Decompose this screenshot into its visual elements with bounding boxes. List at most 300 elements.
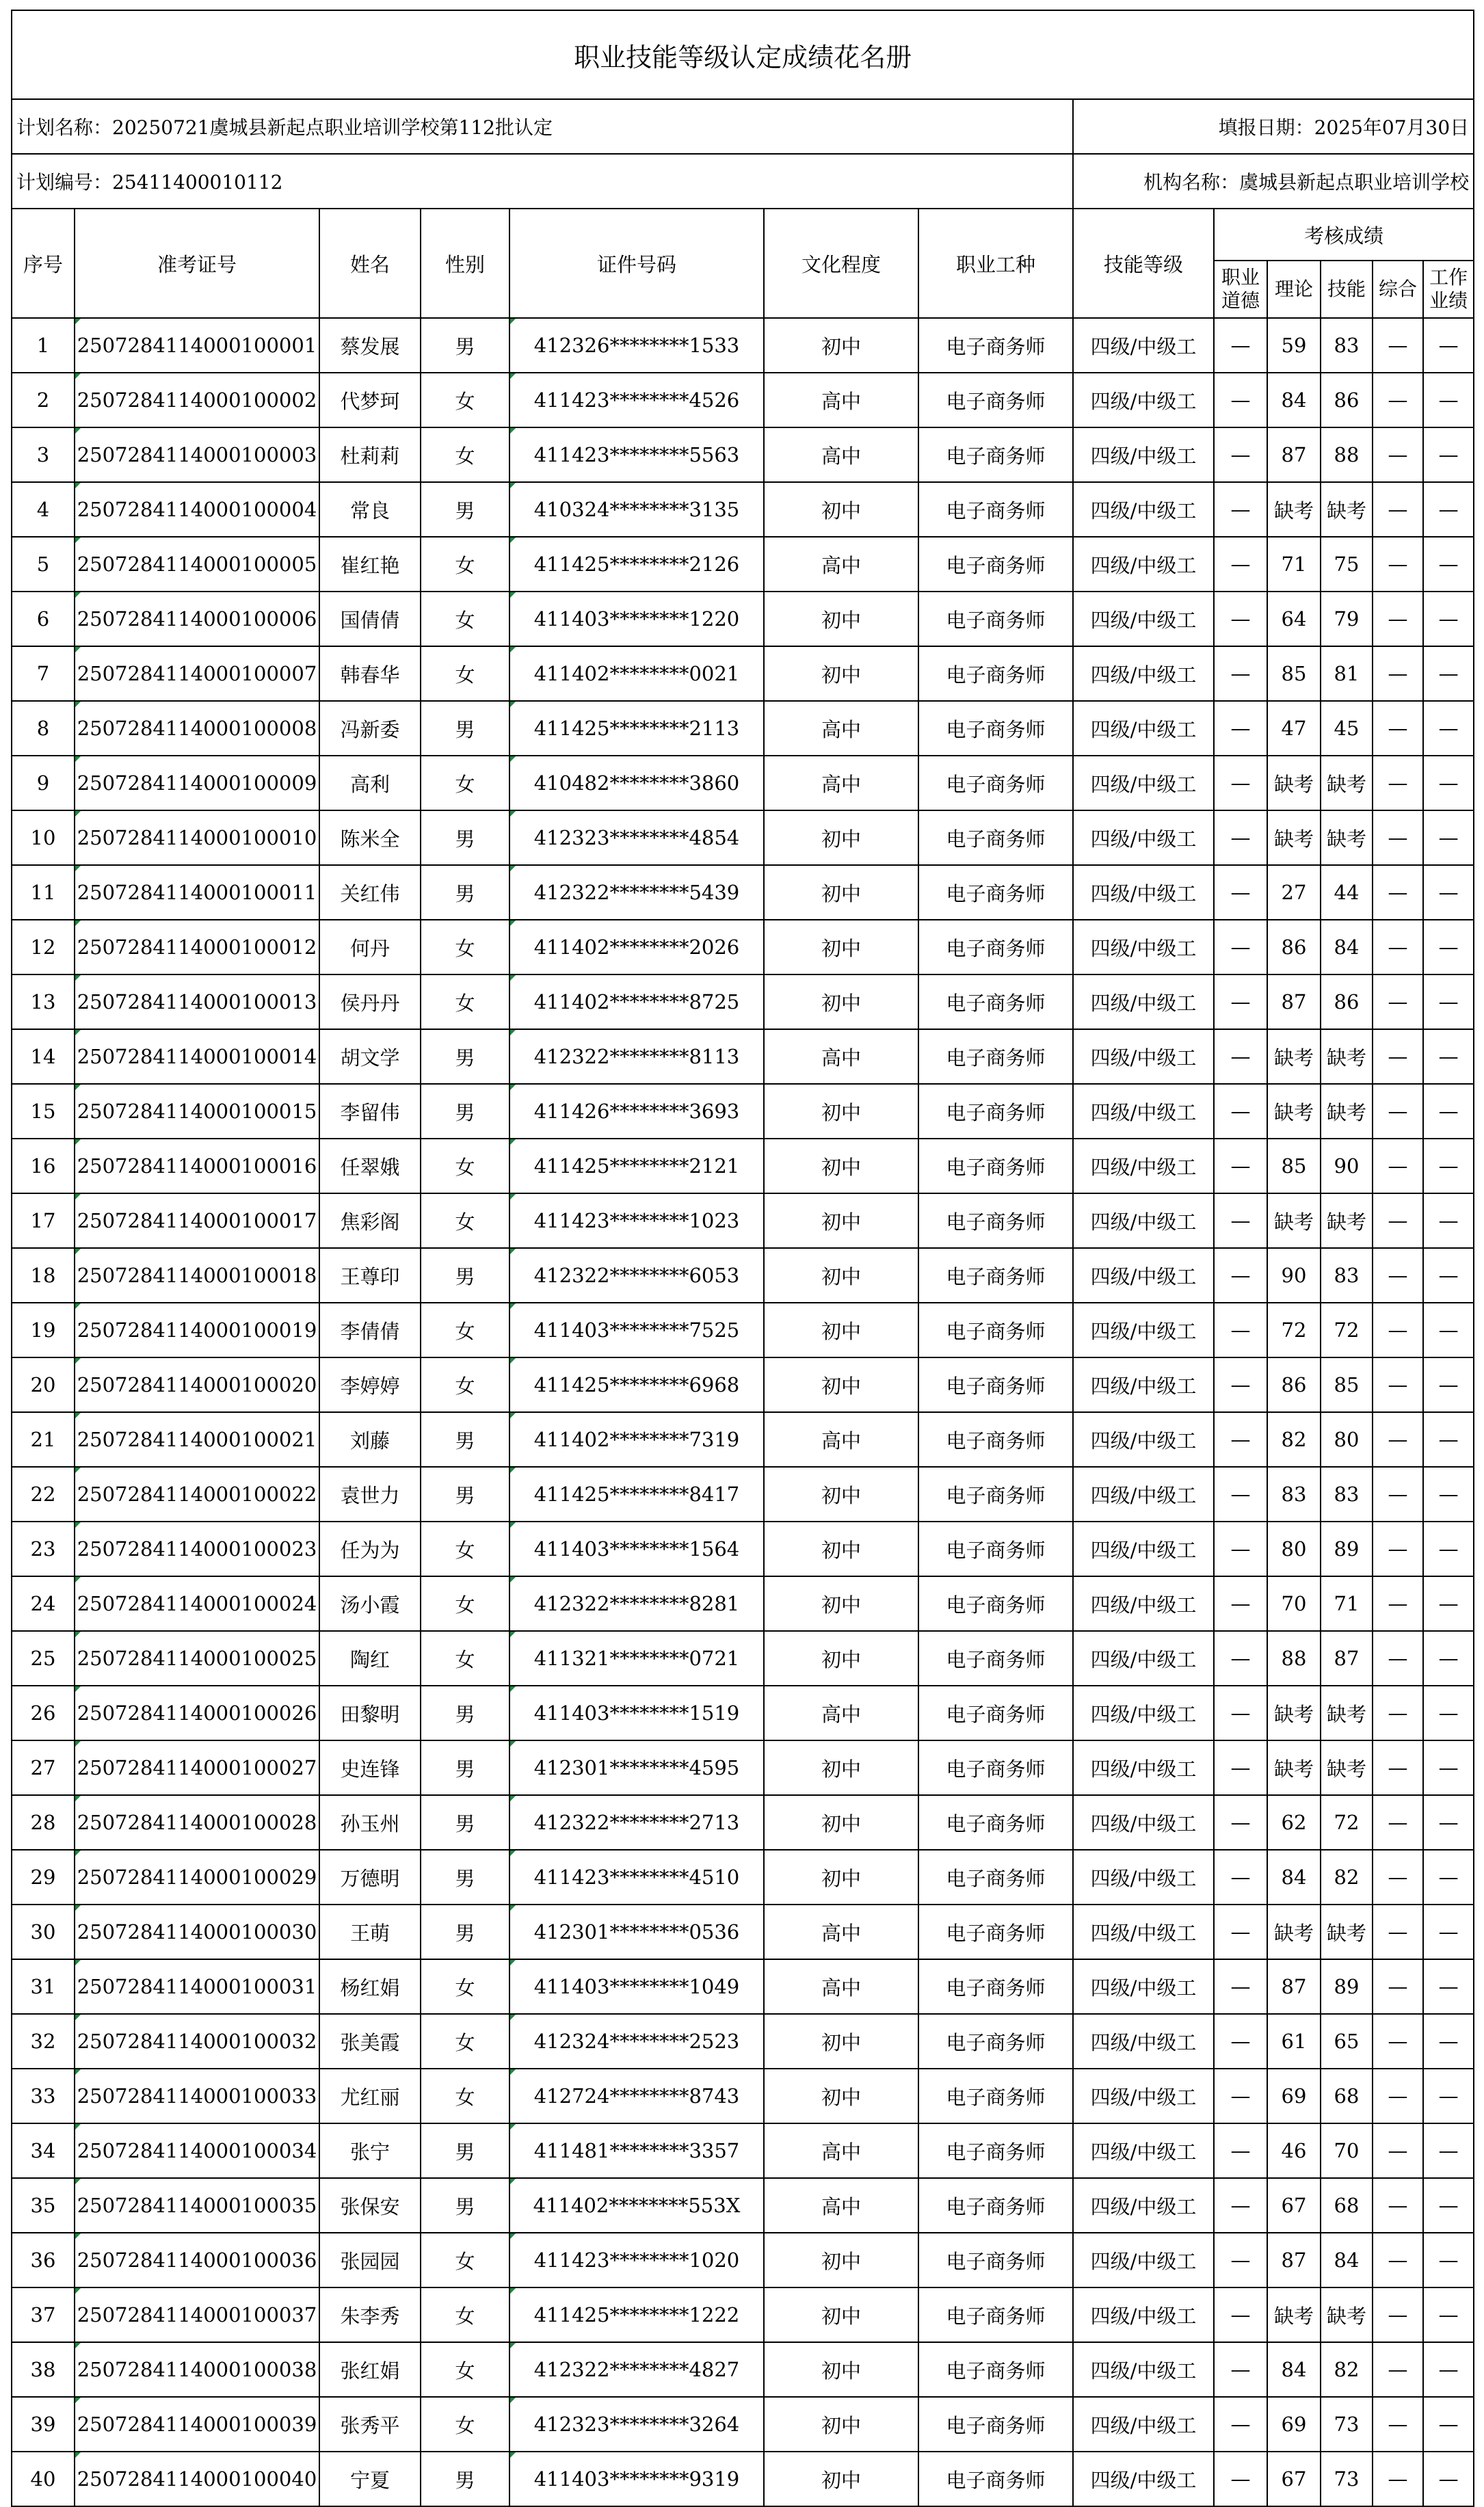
skill-level-cell: 四级/中级工 [1073, 1850, 1214, 1905]
seq-cell: 7 [12, 646, 75, 701]
education-cell: 初中 [764, 646, 918, 701]
exam-no-cell: 2507284114000100016 [75, 1139, 319, 1193]
occupation-cell: 电子商务师 [918, 1740, 1073, 1795]
education-cell: 高中 [764, 2123, 918, 2178]
table-row [12, 482, 1474, 537]
occupation-cell: 电子商务师 [918, 1522, 1073, 1576]
id-no-cell: 410482********3860 [509, 756, 764, 810]
exam-no-cell: 2507284114000100032 [75, 2014, 319, 2069]
name-cell: 杨红娟 [319, 1959, 421, 2014]
ethics-cell: — [1214, 974, 1267, 1029]
theory-cell: 84 [1267, 1850, 1321, 1905]
name-cell: 任翠娥 [319, 1139, 421, 1193]
work-cell: — [1423, 1248, 1474, 1303]
exam-no-cell: 2507284114000100003 [75, 427, 319, 482]
organization-name: 机构名称：虞城县新起点职业培训学校 [1073, 154, 1474, 209]
skill-level-cell: 四级/中级工 [1073, 2178, 1214, 2233]
gender-cell: 女 [421, 2014, 509, 2069]
skill-level-cell: 四级/中级工 [1073, 373, 1214, 427]
theory-cell: 84 [1267, 373, 1321, 427]
overall-cell: — [1373, 1850, 1423, 1905]
id-no-cell: 412323********4854 [509, 810, 764, 865]
education-cell: 初中 [764, 1193, 918, 1248]
seq-cell: 29 [12, 1850, 75, 1905]
exam-no-cell: 2507284114000100031 [75, 1959, 319, 2014]
theory-cell: 71 [1267, 537, 1321, 592]
overall-cell: — [1373, 2233, 1423, 2287]
name-cell: 张秀平 [319, 2397, 421, 2452]
gender-cell: 男 [421, 482, 509, 537]
skill-level-cell: 四级/中级工 [1073, 1905, 1214, 1959]
occupation-cell: 电子商务师 [918, 537, 1073, 592]
fill-date: 填报日期：2025年07月30日 [1073, 99, 1474, 154]
skill-level-cell: 四级/中级工 [1073, 974, 1214, 1029]
ethics-cell: — [1214, 1959, 1267, 2014]
education-cell: 初中 [764, 1576, 918, 1631]
skill-cell: 70 [1321, 2123, 1373, 2178]
work-cell: — [1423, 482, 1474, 537]
skill-cell: 68 [1321, 2069, 1373, 2123]
skill-cell: 68 [1321, 2178, 1373, 2233]
seq-cell: 34 [12, 2123, 75, 2178]
header-work-performance: 工作业绩 [1423, 261, 1474, 318]
skill-level-cell: 四级/中级工 [1073, 1139, 1214, 1193]
skill-cell: 87 [1321, 1631, 1373, 1686]
seq-cell: 27 [12, 1740, 75, 1795]
gender-cell: 男 [421, 1686, 509, 1740]
skill-level-cell: 四级/中级工 [1073, 537, 1214, 592]
name-cell: 朱李秀 [319, 2287, 421, 2342]
work-cell: — [1423, 1795, 1474, 1850]
seq-cell: 13 [12, 974, 75, 1029]
overall-cell: — [1373, 427, 1423, 482]
exam-no-cell: 2507284114000100039 [75, 2397, 319, 2452]
seq-cell: 39 [12, 2397, 75, 2452]
name-cell: 史连锋 [319, 1740, 421, 1795]
name-cell: 韩春华 [319, 646, 421, 701]
skill-cell: 88 [1321, 427, 1373, 482]
overall-cell: — [1373, 810, 1423, 865]
overall-cell: — [1373, 1740, 1423, 1795]
exam-no-cell: 2507284114000100010 [75, 810, 319, 865]
overall-cell: — [1373, 1248, 1423, 1303]
name-cell: 陶红 [319, 1631, 421, 1686]
ethics-cell: — [1214, 1303, 1267, 1357]
occupation-cell: 电子商务师 [918, 646, 1073, 701]
table-row [12, 1193, 1474, 1248]
seq-cell: 2 [12, 373, 75, 427]
education-cell: 初中 [764, 1631, 918, 1686]
gender-cell: 男 [421, 1905, 509, 1959]
page-title: 职业技能等级认定成绩花名册 [12, 10, 1474, 99]
name-cell: 何丹 [319, 920, 421, 974]
work-cell: — [1423, 1740, 1474, 1795]
theory-cell: 69 [1267, 2069, 1321, 2123]
ethics-cell: — [1214, 2178, 1267, 2233]
seq-cell: 3 [12, 427, 75, 482]
ethics-cell: — [1214, 1467, 1267, 1522]
exam-no-cell: 2507284114000100005 [75, 537, 319, 592]
name-cell: 张红娟 [319, 2342, 421, 2397]
work-cell: — [1423, 2123, 1474, 2178]
id-no-cell: 411423********1023 [509, 1193, 764, 1248]
table-row [12, 1084, 1474, 1139]
skill-cell: 73 [1321, 2397, 1373, 2452]
occupation-cell: 电子商务师 [918, 318, 1073, 373]
name-cell: 常良 [319, 482, 421, 537]
plan-name: 计划名称：20250721虞城县新起点职业培训学校第112批认定 [12, 99, 1073, 154]
education-cell: 高中 [764, 1959, 918, 2014]
table-row [12, 1850, 1474, 1905]
id-no-cell: 411403********9319 [509, 2452, 764, 2506]
exam-no-cell: 2507284114000100009 [75, 756, 319, 810]
table-row [12, 1631, 1474, 1686]
name-cell: 尤红丽 [319, 2069, 421, 2123]
name-cell: 王尊印 [319, 1248, 421, 1303]
table-row [12, 1905, 1474, 1959]
work-cell: — [1423, 1139, 1474, 1193]
table-row [12, 318, 1474, 373]
exam-no-cell: 2507284114000100037 [75, 2287, 319, 2342]
occupation-cell: 电子商务师 [918, 810, 1073, 865]
theory-cell: 87 [1267, 974, 1321, 1029]
id-no-cell: 412724********8743 [509, 2069, 764, 2123]
gender-cell: 女 [421, 2342, 509, 2397]
id-no-cell: 412323********3264 [509, 2397, 764, 2452]
exam-no-cell: 2507284114000100025 [75, 1631, 319, 1686]
overall-cell: — [1373, 2069, 1423, 2123]
work-cell: — [1423, 1193, 1474, 1248]
occupation-cell: 电子商务师 [918, 2342, 1073, 2397]
seq-cell: 11 [12, 865, 75, 920]
skill-level-cell: 四级/中级工 [1073, 1959, 1214, 2014]
overall-cell: — [1373, 2123, 1423, 2178]
theory-cell: 85 [1267, 646, 1321, 701]
education-cell: 初中 [764, 1139, 918, 1193]
skill-cell: 缺考 [1321, 1193, 1373, 1248]
skill-cell: 86 [1321, 373, 1373, 427]
occupation-cell: 电子商务师 [918, 427, 1073, 482]
work-cell: — [1423, 373, 1474, 427]
gender-cell: 男 [421, 2178, 509, 2233]
name-cell: 张保安 [319, 2178, 421, 2233]
ethics-cell: — [1214, 2452, 1267, 2506]
ethics-cell: — [1214, 2342, 1267, 2397]
occupation-cell: 电子商务师 [918, 1467, 1073, 1522]
overall-cell: — [1373, 920, 1423, 974]
skill-cell: 缺考 [1321, 1740, 1373, 1795]
id-no-cell: 411423********1020 [509, 2233, 764, 2287]
work-cell: — [1423, 1905, 1474, 1959]
ethics-cell: — [1214, 756, 1267, 810]
table-row [12, 2452, 1474, 2506]
table-row [12, 2123, 1474, 2178]
name-cell: 汤小霞 [319, 1576, 421, 1631]
theory-cell: 缺考 [1267, 2287, 1321, 2342]
table-row [12, 1686, 1474, 1740]
occupation-cell: 电子商务师 [918, 1029, 1073, 1084]
theory-cell: 84 [1267, 2342, 1321, 2397]
education-cell: 初中 [764, 2069, 918, 2123]
theory-cell: 86 [1267, 1357, 1321, 1412]
work-cell: — [1423, 920, 1474, 974]
theory-cell: 61 [1267, 2014, 1321, 2069]
education-cell: 高中 [764, 756, 918, 810]
gender-cell: 女 [421, 1576, 509, 1631]
id-no-cell: 411402********0021 [509, 646, 764, 701]
education-cell: 初中 [764, 920, 918, 974]
education-cell: 初中 [764, 1084, 918, 1139]
work-cell: — [1423, 1412, 1474, 1467]
work-cell: — [1423, 2342, 1474, 2397]
gender-cell: 女 [421, 592, 509, 646]
name-cell: 张园园 [319, 2233, 421, 2287]
skill-level-cell: 四级/中级工 [1073, 2014, 1214, 2069]
occupation-cell: 电子商务师 [918, 1631, 1073, 1686]
skill-level-cell: 四级/中级工 [1073, 2123, 1214, 2178]
seq-cell: 1 [12, 318, 75, 373]
overall-cell: — [1373, 1522, 1423, 1576]
name-cell: 张宁 [319, 2123, 421, 2178]
overall-cell: — [1373, 701, 1423, 756]
theory-cell: 缺考 [1267, 1084, 1321, 1139]
id-no-cell: 411423********5563 [509, 427, 764, 482]
score-roster-sheet [11, 10, 1473, 2507]
work-cell: — [1423, 1029, 1474, 1084]
theory-cell: 87 [1267, 427, 1321, 482]
name-cell: 蔡发展 [319, 318, 421, 373]
header-overall: 综合 [1373, 261, 1423, 318]
skill-level-cell: 四级/中级工 [1073, 1686, 1214, 1740]
overall-cell: — [1373, 1905, 1423, 1959]
theory-cell: 90 [1267, 1248, 1321, 1303]
header-scores: 考核成绩 [1214, 209, 1474, 261]
skill-cell: 44 [1321, 865, 1373, 920]
ethics-cell: — [1214, 1850, 1267, 1905]
gender-cell: 女 [421, 2233, 509, 2287]
work-cell: — [1423, 1576, 1474, 1631]
gender-cell: 男 [421, 701, 509, 756]
gender-cell: 女 [421, 2397, 509, 2452]
seq-cell: 15 [12, 1084, 75, 1139]
work-cell: — [1423, 2069, 1474, 2123]
education-cell: 初中 [764, 810, 918, 865]
seq-cell: 5 [12, 537, 75, 592]
work-cell: — [1423, 646, 1474, 701]
ethics-cell: — [1214, 2069, 1267, 2123]
skill-level-cell: 四级/中级工 [1073, 1357, 1214, 1412]
theory-cell: 缺考 [1267, 1029, 1321, 1084]
ethics-cell: — [1214, 1248, 1267, 1303]
occupation-cell: 电子商务师 [918, 756, 1073, 810]
name-cell: 胡文学 [319, 1029, 421, 1084]
gender-cell: 男 [421, 1795, 509, 1850]
overall-cell: — [1373, 974, 1423, 1029]
theory-cell: 67 [1267, 2178, 1321, 2233]
ethics-cell: — [1214, 537, 1267, 592]
skill-level-cell: 四级/中级工 [1073, 592, 1214, 646]
header-occupation: 职业工种 [918, 209, 1073, 318]
skill-cell: 缺考 [1321, 1084, 1373, 1139]
exam-no-cell: 2507284114000100011 [75, 865, 319, 920]
ethics-cell: — [1214, 1522, 1267, 1576]
skill-cell: 缺考 [1321, 1686, 1373, 1740]
education-cell: 初中 [764, 2452, 918, 2506]
overall-cell: — [1373, 756, 1423, 810]
gender-cell: 女 [421, 756, 509, 810]
seq-cell: 14 [12, 1029, 75, 1084]
exam-no-cell: 2507284114000100015 [75, 1084, 319, 1139]
exam-no-cell: 2507284114000100029 [75, 1850, 319, 1905]
roster-table [11, 10, 1474, 2507]
gender-cell: 男 [421, 2123, 509, 2178]
seq-cell: 32 [12, 2014, 75, 2069]
education-cell: 高中 [764, 1686, 918, 1740]
id-no-cell: 411481********3357 [509, 2123, 764, 2178]
exam-no-cell: 2507284114000100001 [75, 318, 319, 373]
name-cell: 冯新委 [319, 701, 421, 756]
skill-level-cell: 四级/中级工 [1073, 1412, 1214, 1467]
work-cell: — [1423, 2233, 1474, 2287]
id-no-cell: 411402********7319 [509, 1412, 764, 1467]
exam-no-cell: 2507284114000100019 [75, 1303, 319, 1357]
occupation-cell: 电子商务师 [918, 920, 1073, 974]
seq-cell: 22 [12, 1467, 75, 1522]
work-cell: — [1423, 2287, 1474, 2342]
id-no-cell: 411425********8417 [509, 1467, 764, 1522]
header-education: 文化程度 [764, 209, 918, 318]
skill-cell: 缺考 [1321, 2287, 1373, 2342]
skill-cell: 84 [1321, 920, 1373, 974]
table-row [12, 1303, 1474, 1357]
overall-cell: — [1373, 865, 1423, 920]
name-cell: 刘藤 [319, 1412, 421, 1467]
ethics-cell: — [1214, 920, 1267, 974]
skill-level-cell: 四级/中级工 [1073, 756, 1214, 810]
overall-cell: — [1373, 1193, 1423, 1248]
occupation-cell: 电子商务师 [918, 1248, 1073, 1303]
work-cell: — [1423, 1850, 1474, 1905]
skill-cell: 缺考 [1321, 810, 1373, 865]
gender-cell: 男 [421, 2452, 509, 2506]
education-cell: 高中 [764, 2178, 918, 2233]
skill-level-cell: 四级/中级工 [1073, 1248, 1214, 1303]
id-no-cell: 411403********1049 [509, 1959, 764, 2014]
skill-level-cell: 四级/中级工 [1073, 427, 1214, 482]
id-no-cell: 411425********1222 [509, 2287, 764, 2342]
name-cell: 宁夏 [319, 2452, 421, 2506]
occupation-cell: 电子商务师 [918, 1686, 1073, 1740]
exam-no-cell: 2507284114000100017 [75, 1193, 319, 1248]
work-cell: — [1423, 1303, 1474, 1357]
occupation-cell: 电子商务师 [918, 2014, 1073, 2069]
skill-level-cell: 四级/中级工 [1073, 920, 1214, 974]
header-exam-no: 准考证号 [75, 209, 319, 318]
skill-level-cell: 四级/中级工 [1073, 1084, 1214, 1139]
header-ethics: 职业道德 [1214, 261, 1267, 318]
table-row [12, 1795, 1474, 1850]
skill-cell: 缺考 [1321, 756, 1373, 810]
occupation-cell: 电子商务师 [918, 974, 1073, 1029]
id-no-cell: 412322********5439 [509, 865, 764, 920]
overall-cell: — [1373, 2397, 1423, 2452]
table-row [12, 2397, 1474, 2452]
overall-cell: — [1373, 1686, 1423, 1740]
occupation-cell: 电子商务师 [918, 1139, 1073, 1193]
id-no-cell: 411403********1220 [509, 592, 764, 646]
ethics-cell: — [1214, 1084, 1267, 1139]
id-no-cell: 411426********3693 [509, 1084, 764, 1139]
seq-cell: 33 [12, 2069, 75, 2123]
occupation-cell: 电子商务师 [918, 1303, 1073, 1357]
id-no-cell: 412322********2713 [509, 1795, 764, 1850]
work-cell: — [1423, 2397, 1474, 2452]
table-row [12, 537, 1474, 592]
skill-level-cell: 四级/中级工 [1073, 2397, 1214, 2452]
id-no-cell: 411321********0721 [509, 1631, 764, 1686]
exam-no-cell: 2507284114000100002 [75, 373, 319, 427]
exam-no-cell: 2507284114000100038 [75, 2342, 319, 2397]
occupation-cell: 电子商务师 [918, 1576, 1073, 1631]
table-row [12, 2287, 1474, 2342]
overall-cell: — [1373, 592, 1423, 646]
seq-cell: 19 [12, 1303, 75, 1357]
table-row [12, 920, 1474, 974]
theory-cell: 62 [1267, 1795, 1321, 1850]
skill-level-cell: 四级/中级工 [1073, 1467, 1214, 1522]
theory-cell: 82 [1267, 1412, 1321, 1467]
seq-cell: 21 [12, 1412, 75, 1467]
work-cell: — [1423, 1959, 1474, 2014]
id-no-cell: 411425********6968 [509, 1357, 764, 1412]
occupation-cell: 电子商务师 [918, 482, 1073, 537]
work-cell: — [1423, 1467, 1474, 1522]
work-cell: — [1423, 592, 1474, 646]
theory-cell: 59 [1267, 318, 1321, 373]
table-row [12, 810, 1474, 865]
occupation-cell: 电子商务师 [918, 2233, 1073, 2287]
skill-level-cell: 四级/中级工 [1073, 2342, 1214, 2397]
exam-no-cell: 2507284114000100007 [75, 646, 319, 701]
table-row [12, 2233, 1474, 2287]
gender-cell: 女 [421, 537, 509, 592]
work-cell: — [1423, 427, 1474, 482]
skill-level-cell: 四级/中级工 [1073, 1631, 1214, 1686]
exam-no-cell: 2507284114000100008 [75, 701, 319, 756]
header-seq: 序号 [12, 209, 75, 318]
gender-cell: 女 [421, 1959, 509, 2014]
theory-cell: 缺考 [1267, 1740, 1321, 1795]
theory-cell: 27 [1267, 865, 1321, 920]
education-cell: 高中 [764, 1029, 918, 1084]
ethics-cell: — [1214, 373, 1267, 427]
skill-level-cell: 四级/中级工 [1073, 482, 1214, 537]
ethics-cell: — [1214, 2233, 1267, 2287]
skill-cell: 83 [1321, 318, 1373, 373]
skill-level-cell: 四级/中级工 [1073, 1522, 1214, 1576]
exam-no-cell: 2507284114000100014 [75, 1029, 319, 1084]
seq-cell: 12 [12, 920, 75, 974]
gender-cell: 女 [421, 1193, 509, 1248]
ethics-cell: — [1214, 1029, 1267, 1084]
education-cell: 高中 [764, 427, 918, 482]
ethics-cell: — [1214, 482, 1267, 537]
table-row [12, 2014, 1474, 2069]
overall-cell: — [1373, 2452, 1423, 2506]
ethics-cell: — [1214, 1193, 1267, 1248]
gender-cell: 男 [421, 1029, 509, 1084]
id-no-cell: 412322********8281 [509, 1576, 764, 1631]
